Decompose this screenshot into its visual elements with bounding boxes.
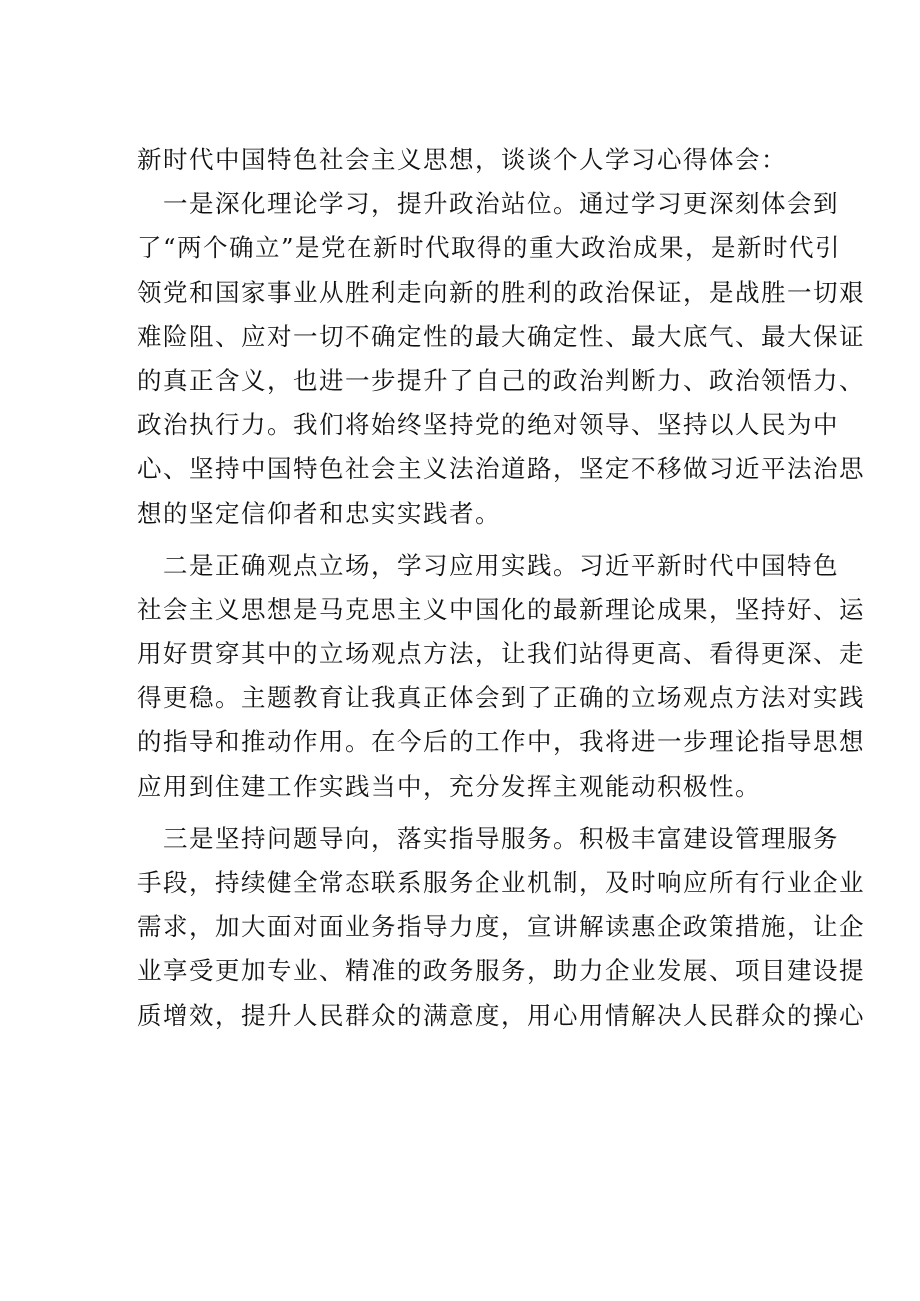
text-line: 难险阻、应对一切不确定性的最大确定性、最大底气、最大保证 [137,321,865,351]
text-line: 政治执行力。我们将始终坚持党的绝对领导、坚持以人民为中 [137,410,839,440]
text-line: 一是深化理论学习，提升政治站位。通过学习更深刻体会到 [137,189,839,219]
document-body [137,138,865,1038]
text-line: 得更稳。主题教育让我真正体会到了正确的立场观点方法对实践 [137,683,865,713]
text-line: 需求，加大面对面业务指导力度，宣讲解读惠企政策措施，让企 [137,912,865,942]
text-line: 的指导和推动作用。在今后的工作中，我将进一步理论指导思想 [137,727,865,757]
text-line: 想的坚定信仰者和忠实实践者。 [137,498,501,528]
text-line: 质增效，提升人民群众的满意度，用心用情解决人民群众的操心 [137,1000,865,1030]
text-line: 社会主义思想是马克思主义中国化的最新理论成果，坚持好、运 [137,594,865,624]
text-line: 三是坚持问题导向，落实指导服务。积极丰富建设管理服务 [137,823,839,853]
text-line: 二是正确观点立场，学习应用实践。习近平新时代中国特色 [137,550,839,580]
paragraph-gap [137,536,787,544]
text-line: 的真正含义，也进一步提升了自己的政治判断力、政治领悟力、 [137,365,865,395]
text-line: 用好贯穿其中的立场观点方法，让我们站得更高、看得更深、走 [137,639,865,669]
text-line: 新时代中国特色社会主义思想，谈谈个人学习心得体会： [137,145,787,174]
text-line: 手段，持续健全常态联系服务企业机制，及时响应所有行业企业 [137,868,865,897]
text-line: 应用到住建工作实践当中，充分发挥主观能动积极性。 [137,771,761,801]
text-line: 领党和国家事业从胜利走向新的胜利的政治保证，是战胜一切艰 [137,277,865,307]
text-line: 了“两个确立”是党在新时代取得的重大政治成果，是新时代引 [137,233,842,263]
text-line: 心、坚持中国特色社会主义法治道路，坚定不移做习近平法治思 [137,454,865,484]
paragraph-gap [137,809,787,817]
text-line: 业享受更加专业、精准的政务服务，助力企业发展、项目建设提 [137,956,865,986]
